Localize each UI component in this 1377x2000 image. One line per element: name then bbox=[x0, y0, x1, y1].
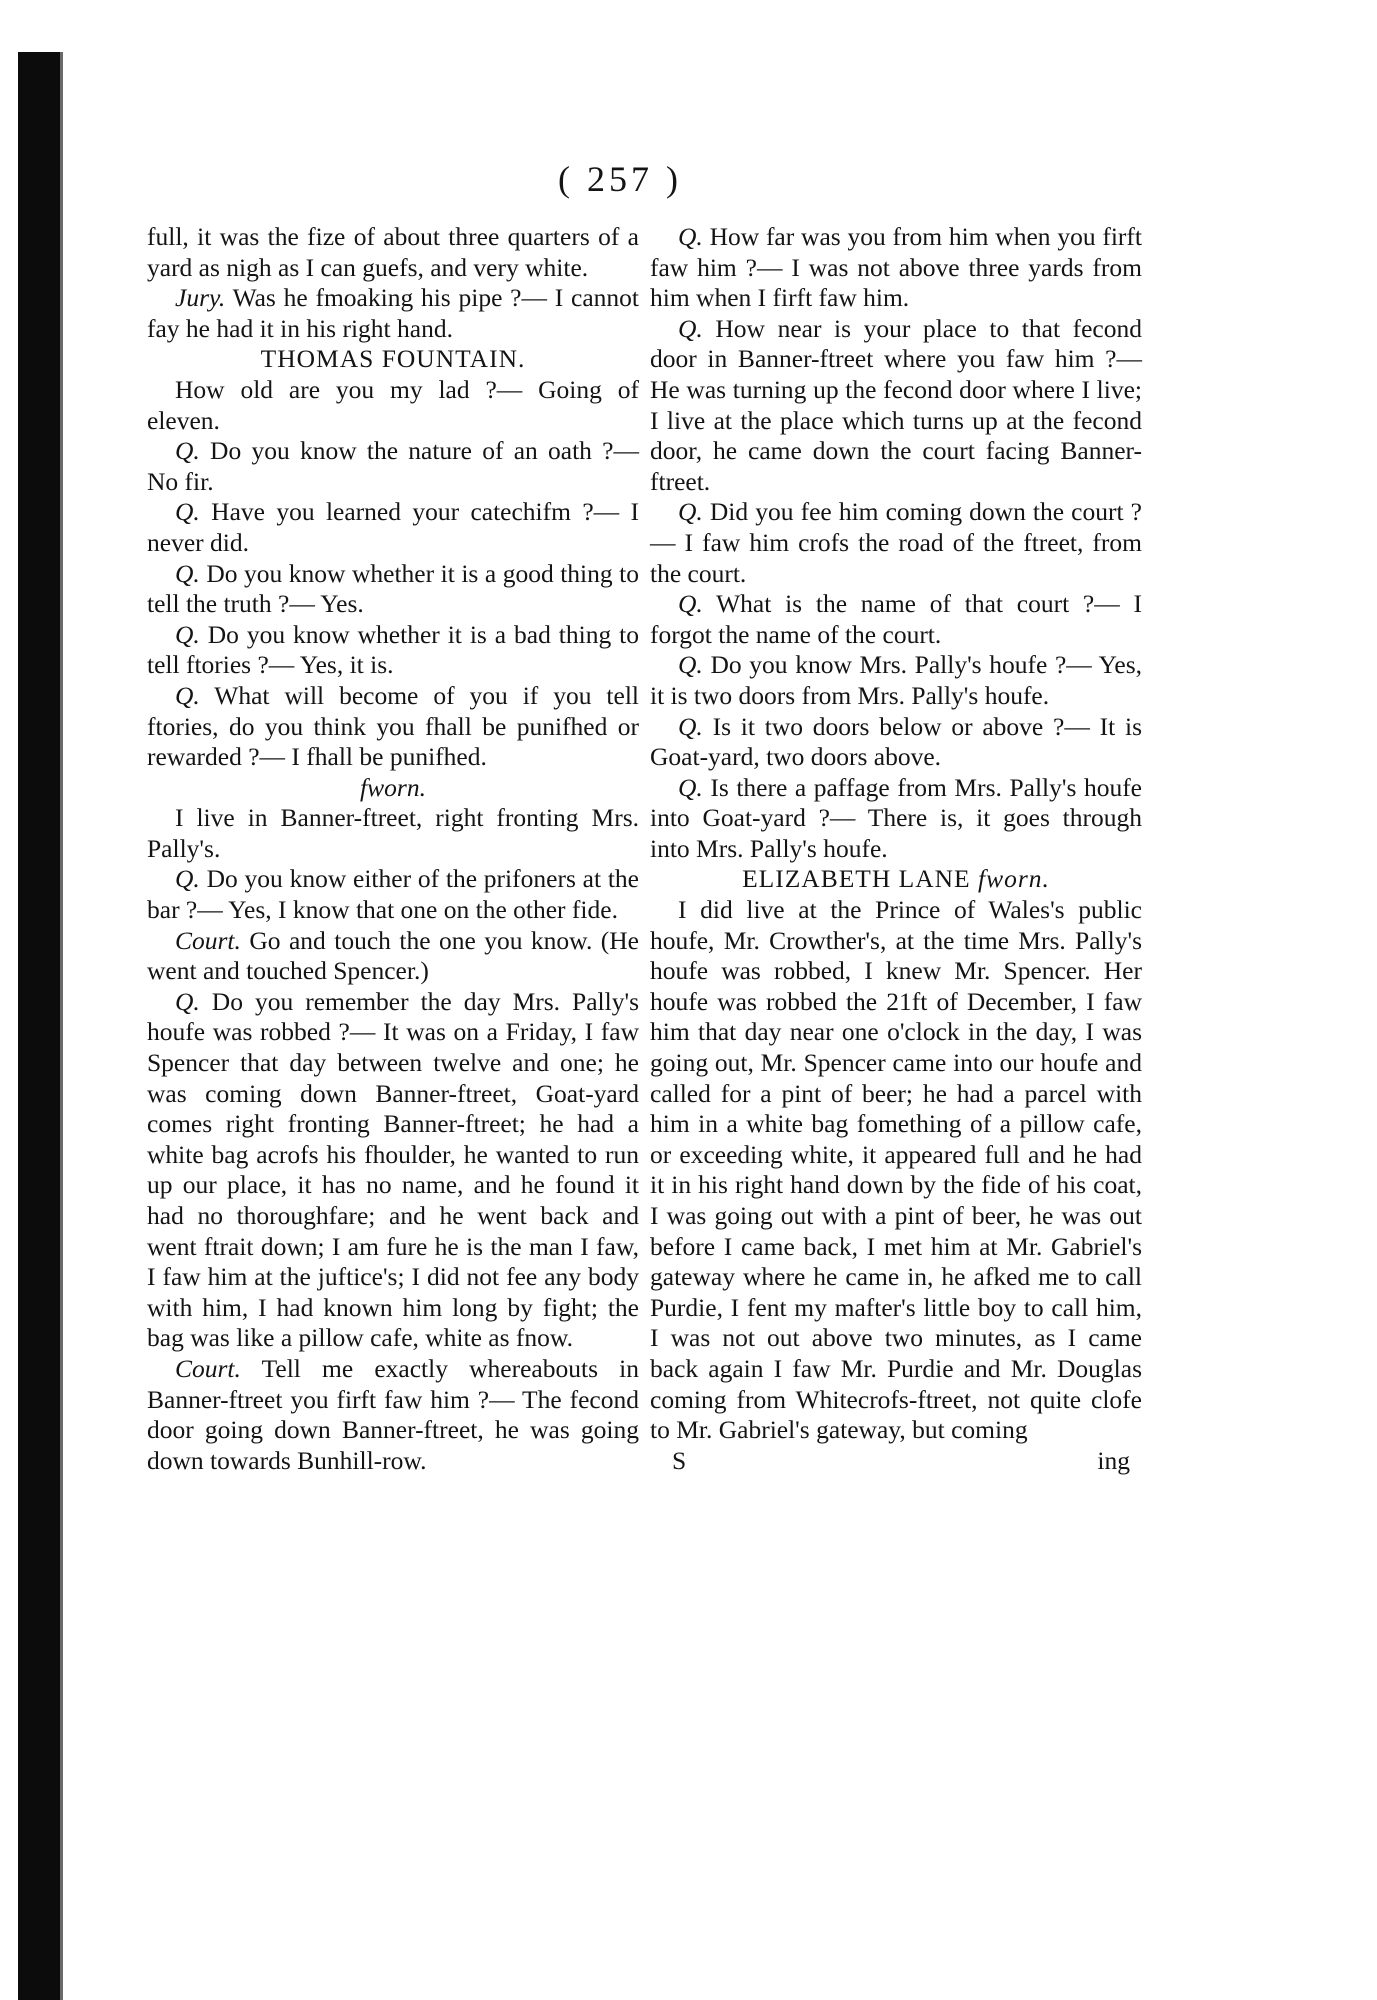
testimony-paragraph bbox=[147, 926, 639, 987]
left-column bbox=[147, 222, 639, 1476]
speaker-label: Q. bbox=[175, 497, 200, 527]
sworn-note: fworn. bbox=[978, 864, 1050, 894]
witness-name: ELIZABETH LANE bbox=[742, 864, 979, 894]
testimony-text: Did you fee him coming down the court ?— I faw him crofs the road of the ftreet, from the court. bbox=[650, 497, 1142, 588]
testimony-text: Was he fmoaking his pipe ?— I cannot fay he had it in his right hand. bbox=[147, 283, 639, 343]
speaker-label: Q. bbox=[175, 864, 200, 894]
speaker-label: Q. bbox=[678, 313, 703, 343]
speaker-label: Q. bbox=[175, 558, 200, 588]
testimony-text: Do you know either of the prifoners at the bar ?— Yes, I know that one on the other fide. bbox=[147, 864, 639, 925]
testimony-paragraph bbox=[650, 712, 1142, 773]
book-spine-shadow bbox=[18, 52, 60, 2000]
continued-paragraph: full, it was the fize of about three quarters of a yard as nigh as I can guefs, and very white. bbox=[147, 222, 639, 282]
speaker-label: Q. bbox=[678, 222, 703, 251]
testimony-paragraph bbox=[650, 589, 1142, 650]
sworn-note: fworn. bbox=[360, 772, 426, 802]
testimony-paragraph bbox=[650, 650, 1142, 711]
testimony-text: Do you know the nature of an oath ?— No fir. bbox=[147, 436, 639, 496]
testimony-paragraph bbox=[650, 497, 1142, 589]
testimony-text: How far was you from him when you firft faw him ?— I was not above three yards from him when I firft faw him. bbox=[650, 222, 1142, 313]
testimony-text: How near is your place to that fecond door in Banner-ftreet where you faw him ?— He was turning up the fecond door where I live; I live at the place which turns up at the fecond door, he came down the court facing Banner-ftreet. bbox=[650, 313, 1142, 496]
catchword: ing bbox=[1097, 1445, 1130, 1475]
testimony-paragraph bbox=[147, 497, 639, 558]
testimony-paragraph: How old are you my lad ?— Going of eleven. bbox=[147, 374, 639, 435]
right-column bbox=[650, 222, 1142, 1476]
testimony-text: Do you remember the day Mrs. Pally's houfe was robbed ?— It was on a Friday, I faw Spencer that day between twelve and one; he was coming down Banner-ftreet, Goat-yard comes right fronting Banner-ftreet; he had a white bag acrofs his fhoulder, he wanted to run up our place, it has no name, and he found it had no thoroughfare; and he went back and went ftrait down; I am fure he is the man I faw, I faw him at the juftice's; I did not fee any body with him, I had known him long by fight; the bag was like a pillow cafe, white as fnow. bbox=[147, 986, 639, 1353]
testimony-paragraph bbox=[147, 987, 639, 1354]
speaker-label: Q. bbox=[175, 986, 200, 1016]
testimony-paragraph bbox=[147, 559, 639, 620]
testimony-paragraph bbox=[147, 681, 639, 773]
testimony-paragraph: I live in Banner-ftreet, right fronting Mrs. Pally's. bbox=[147, 803, 639, 863]
witness-heading bbox=[650, 864, 1142, 895]
testimony-paragraph bbox=[147, 864, 639, 925]
testimony-text: What will become of you if you tell ftories, do you think you fhall be punifhed or rewarded ?— I fhall be punifhed. bbox=[147, 680, 639, 772]
page-number: ( 257 ) bbox=[558, 159, 682, 199]
testimony-paragraph bbox=[147, 283, 639, 344]
speaker-label: Court. bbox=[175, 1353, 241, 1383]
speaker-label: Q. bbox=[678, 497, 703, 527]
speaker-label: Jury. bbox=[175, 283, 226, 313]
testimony-text: Is there a paffage from Mrs. Pally's houfe into Goat-yard ?— There is, it goes through into Mrs. Pally's houfe. bbox=[650, 772, 1142, 863]
testimony-text: What is the name of that court ?— I forgot the name of the court. bbox=[650, 589, 1142, 649]
speaker-label: Court. bbox=[175, 925, 241, 955]
testimony-paragraph bbox=[147, 1354, 639, 1476]
testimony-text: Tell me exactly whereabouts in Banner-ftreet you firft faw him ?— The fecond door going down Banner-ftreet, he was going down towards Bunhill-row. bbox=[147, 1353, 639, 1475]
page-gutter-edge bbox=[60, 52, 63, 2000]
testimony-paragraph bbox=[650, 314, 1142, 498]
speaker-label: Q. bbox=[175, 436, 200, 466]
testimony-paragraph bbox=[650, 222, 1142, 314]
testimony-paragraph bbox=[650, 773, 1142, 865]
testimony-text: Is it two doors below or above ?— It is Goat-yard, two doors above. bbox=[650, 711, 1142, 772]
testimony-text: Do you know whether it is a bad thing to tell ftories ?— Yes, it is. bbox=[147, 619, 639, 680]
testimony-text: Have you learned your catechifm ?— I never did. bbox=[147, 497, 639, 557]
speaker-label: Q. bbox=[678, 772, 703, 802]
speaker-label: Q. bbox=[678, 650, 703, 680]
speaker-label: Q. bbox=[678, 711, 703, 741]
testimony-text: Do you know whether it is a good thing to tell the truth ?— Yes. bbox=[147, 558, 639, 619]
testimony-text: Go and touch the one you know. (He went and touched Spencer.) bbox=[147, 925, 639, 986]
testimony-paragraph bbox=[147, 620, 639, 681]
witness-heading: THOMAS FOUNTAIN. bbox=[260, 344, 526, 374]
page-footer bbox=[650, 1446, 1142, 1477]
right-column-body bbox=[650, 222, 1142, 1446]
speaker-label: Q. bbox=[175, 680, 200, 710]
testimony-paragraph: I did live at the Prince of Wales's public houfe, Mr. Crowther's, at the time Mrs. Pally's houfe was robbed, I knew Mr. Spencer. Her houfe was robbed the 21ft of December, I faw him that day near one o'clock in the day, I was going out, Mr. Spencer came into our houfe and called for a pint of beer; he had a parcel with him in a white bag fomething of a pillow cafe, or exceeding white, it appeared full and he had it in his right hand down by the fide of his coat, I was going out with a pint of beer, he was out before I came back, I met him at Mr. Gabriel's gateway where he came in, he afked me to call Purdie, I fent my mafter's little boy to call him, I was not out above two minutes, as I came back again I faw Mr. Purdie and Mr. Douglas coming from Whitecrofs-ftreet, not quite clofe to Mr. Gabriel's gateway, but coming bbox=[650, 895, 1142, 1445]
testimony-text: Do you know Mrs. Pally's houfe ?— Yes, it is two doors from Mrs. Pally's houfe. bbox=[650, 650, 1142, 710]
signature-mark: S bbox=[672, 1445, 687, 1475]
speaker-label: Q. bbox=[175, 619, 200, 649]
testimony-paragraph bbox=[147, 436, 639, 497]
speaker-label: Q. bbox=[678, 589, 703, 619]
